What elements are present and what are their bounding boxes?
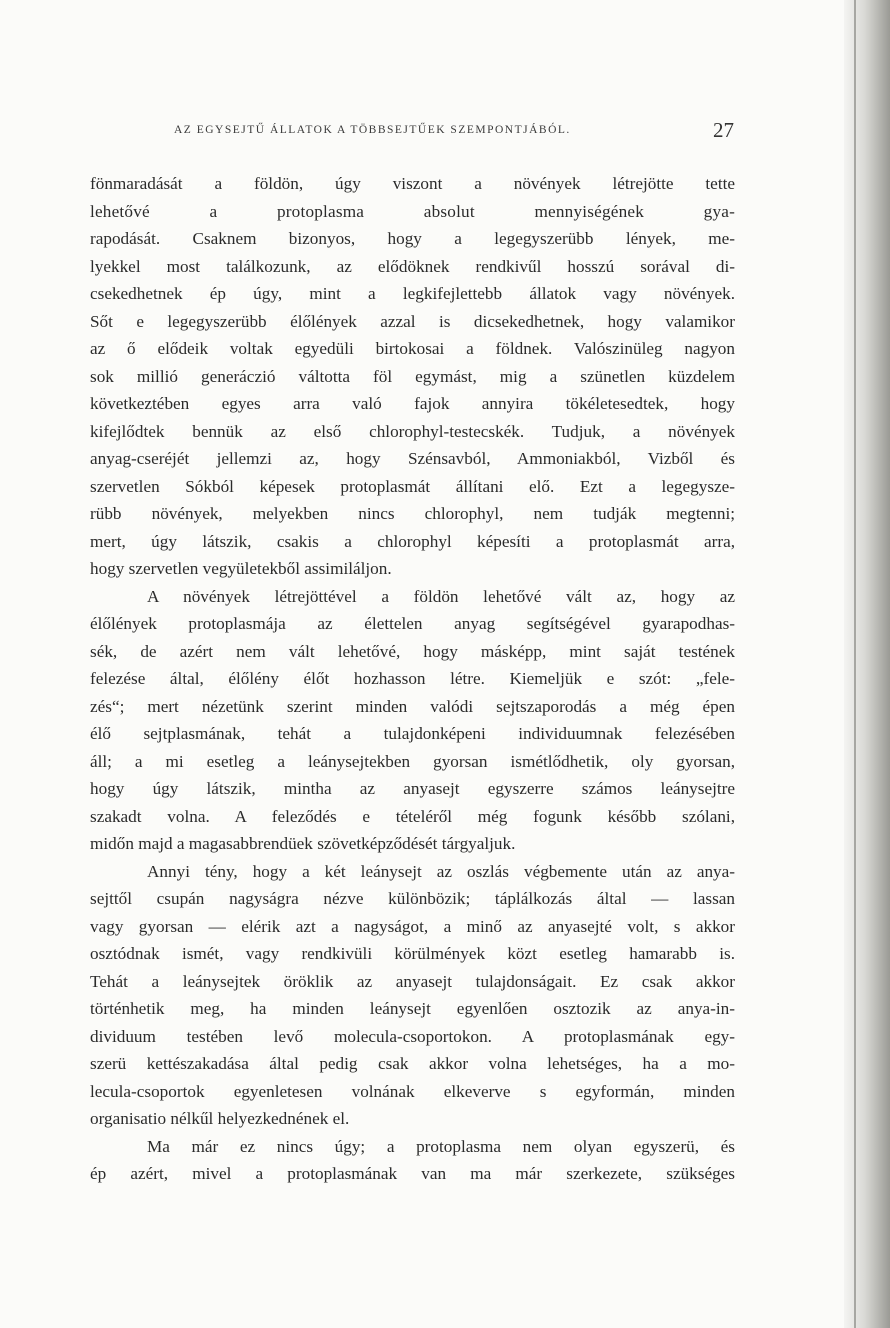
text-line: élő sejtplasmának, tehát a tulajdonképeni individuumnak felezésében [90,724,735,743]
text-line: dividuum testében levő molecula-csoportokon. A protoplasmának egy- [90,1026,735,1046]
text-line: sok millió generáczió váltotta föl egymást, mig a szünetlen küzdelem [90,366,735,386]
text-line: csekedhetnek ép úgy, mint a legkifejlettebb állatok vagy növények. [90,284,735,303]
text-line: rapodását. Csaknem bizonyos, hogy a legegyszerübb lények, me- [90,229,735,248]
page-binding-edge [844,0,890,1328]
text-line: lehetővé a protoplasma absolut mennyiségének gya- [90,201,735,221]
text-line: zés“; mert nézetünk szerint minden valódi sejtszaporodás a még épen [90,696,735,716]
paragraph-start-line: A növények létrejöttével a földön lehetővé vált az, hogy az [147,586,735,606]
text-line: sék, de azért nem vált lehetővé, hogy másképp, mint saját testének [90,641,735,661]
text-line: szervetlen Sókból képesek protoplasmát állítani elő. Ezt a legegysze- [90,476,735,496]
text-line: szakadt volna. A feleződés e tételéről még fogunk később szólani, [90,806,735,826]
text-line: az ő elődeik voltak egyedüli birtokosai a földnek. Valószinüleg nagyon [90,339,735,358]
text-line: sejttől csupán nagyságra nézve különbözik; táplálkozás által — lassan [90,889,735,908]
page-number: 27 [713,118,734,142]
text-line: történhetik meg, ha minden leánysejt egyenlően osztozik az anya-in- [90,999,735,1018]
body-text [90,170,735,1188]
text-line: következtében egyes arra való fajok annyira tökéletesedtek, hogy [90,394,735,413]
paragraph-start-line: Annyi tény, hogy a két leánysejt az oszlás végbemente után az anya- [147,861,735,881]
text-line: organisatio nélkűl helyezkednének el. [90,1109,350,1128]
text-line: osztódnak ismét, vagy rendkivüli körülmények közt esetleg hamarabb is. [90,944,735,963]
running-head: AZ EGYSEJTŰ ÁLLATOK A TÖBBSEJTŰEK SZEMPONTJÁBÓL. [174,124,571,136]
text-line: Tehát a leánysejtek öröklik az anyasejt tulajdonságait. Ez csak akkor [90,971,735,991]
text-line: hogy szervetlen vegyületekből assimiláljon. [90,559,392,578]
text-line: kifejlődtek bennük az első chlorophyl-testecskék. Tudjuk, a növények [90,421,735,441]
text-line: Sőt e legegyszerübb élőlények azzal is dicsekedhetnek, hogy valamikor [90,311,735,331]
text-line: fönmaradását a földön, úgy viszont a növények létrejötte tette [90,174,735,193]
text-line: ép azért, mivel a protoplasmának van ma már szerkezete, szükséges [90,1164,735,1183]
text-line: felezése által, élőlény élőt hozhasson létre. Kiemeljük e szót: „fele- [90,669,735,688]
paragraph-start-line: Ma már ez nincs úgy; a protoplasma nem olyan egyszerü, és [147,1136,735,1156]
text-line: midőn majd a magasabbrendüek szövetképződését tárgyaljuk. [90,834,516,853]
text-line: mert, úgy látszik, csakis a chlorophyl képesíti a protoplasmát arra, [90,531,735,551]
text-line: lyekkel most találkozunk, az elődöknek rendkivűl hosszú sorával di- [90,256,735,276]
text-line: szerü kettészakadása által pedig csak akkor volna lehetséges, ha a mo- [90,1054,735,1073]
text-line: hogy úgy látszik, mintha az anyasejt egyszerre számos leánysejtre [90,779,735,798]
page-edge-shadow [854,0,856,1328]
text-line: rübb növények, melyekben nincs chlorophyl, nem tudják megtenni; [90,504,735,523]
text-line: anyag-cseréjét jellemzi az, hogy Szénsavból, Ammoniakból, Vizből és [90,449,735,468]
text-line: lecula-csoportok egyenletesen volnának elkeverve s egyformán, minden [90,1081,735,1101]
text-line: áll; a mi esetleg a leánysejtekben gyorsan ismétlődhetik, oly gyorsan, [90,751,735,771]
text-line: vagy gyorsan — elérik azt a nagyságot, a minő az anyasejté volt, s akkor [90,916,735,936]
text-line: élőlények protoplasmája az élettelen anyag segítségével gyarapodhas- [90,614,735,633]
